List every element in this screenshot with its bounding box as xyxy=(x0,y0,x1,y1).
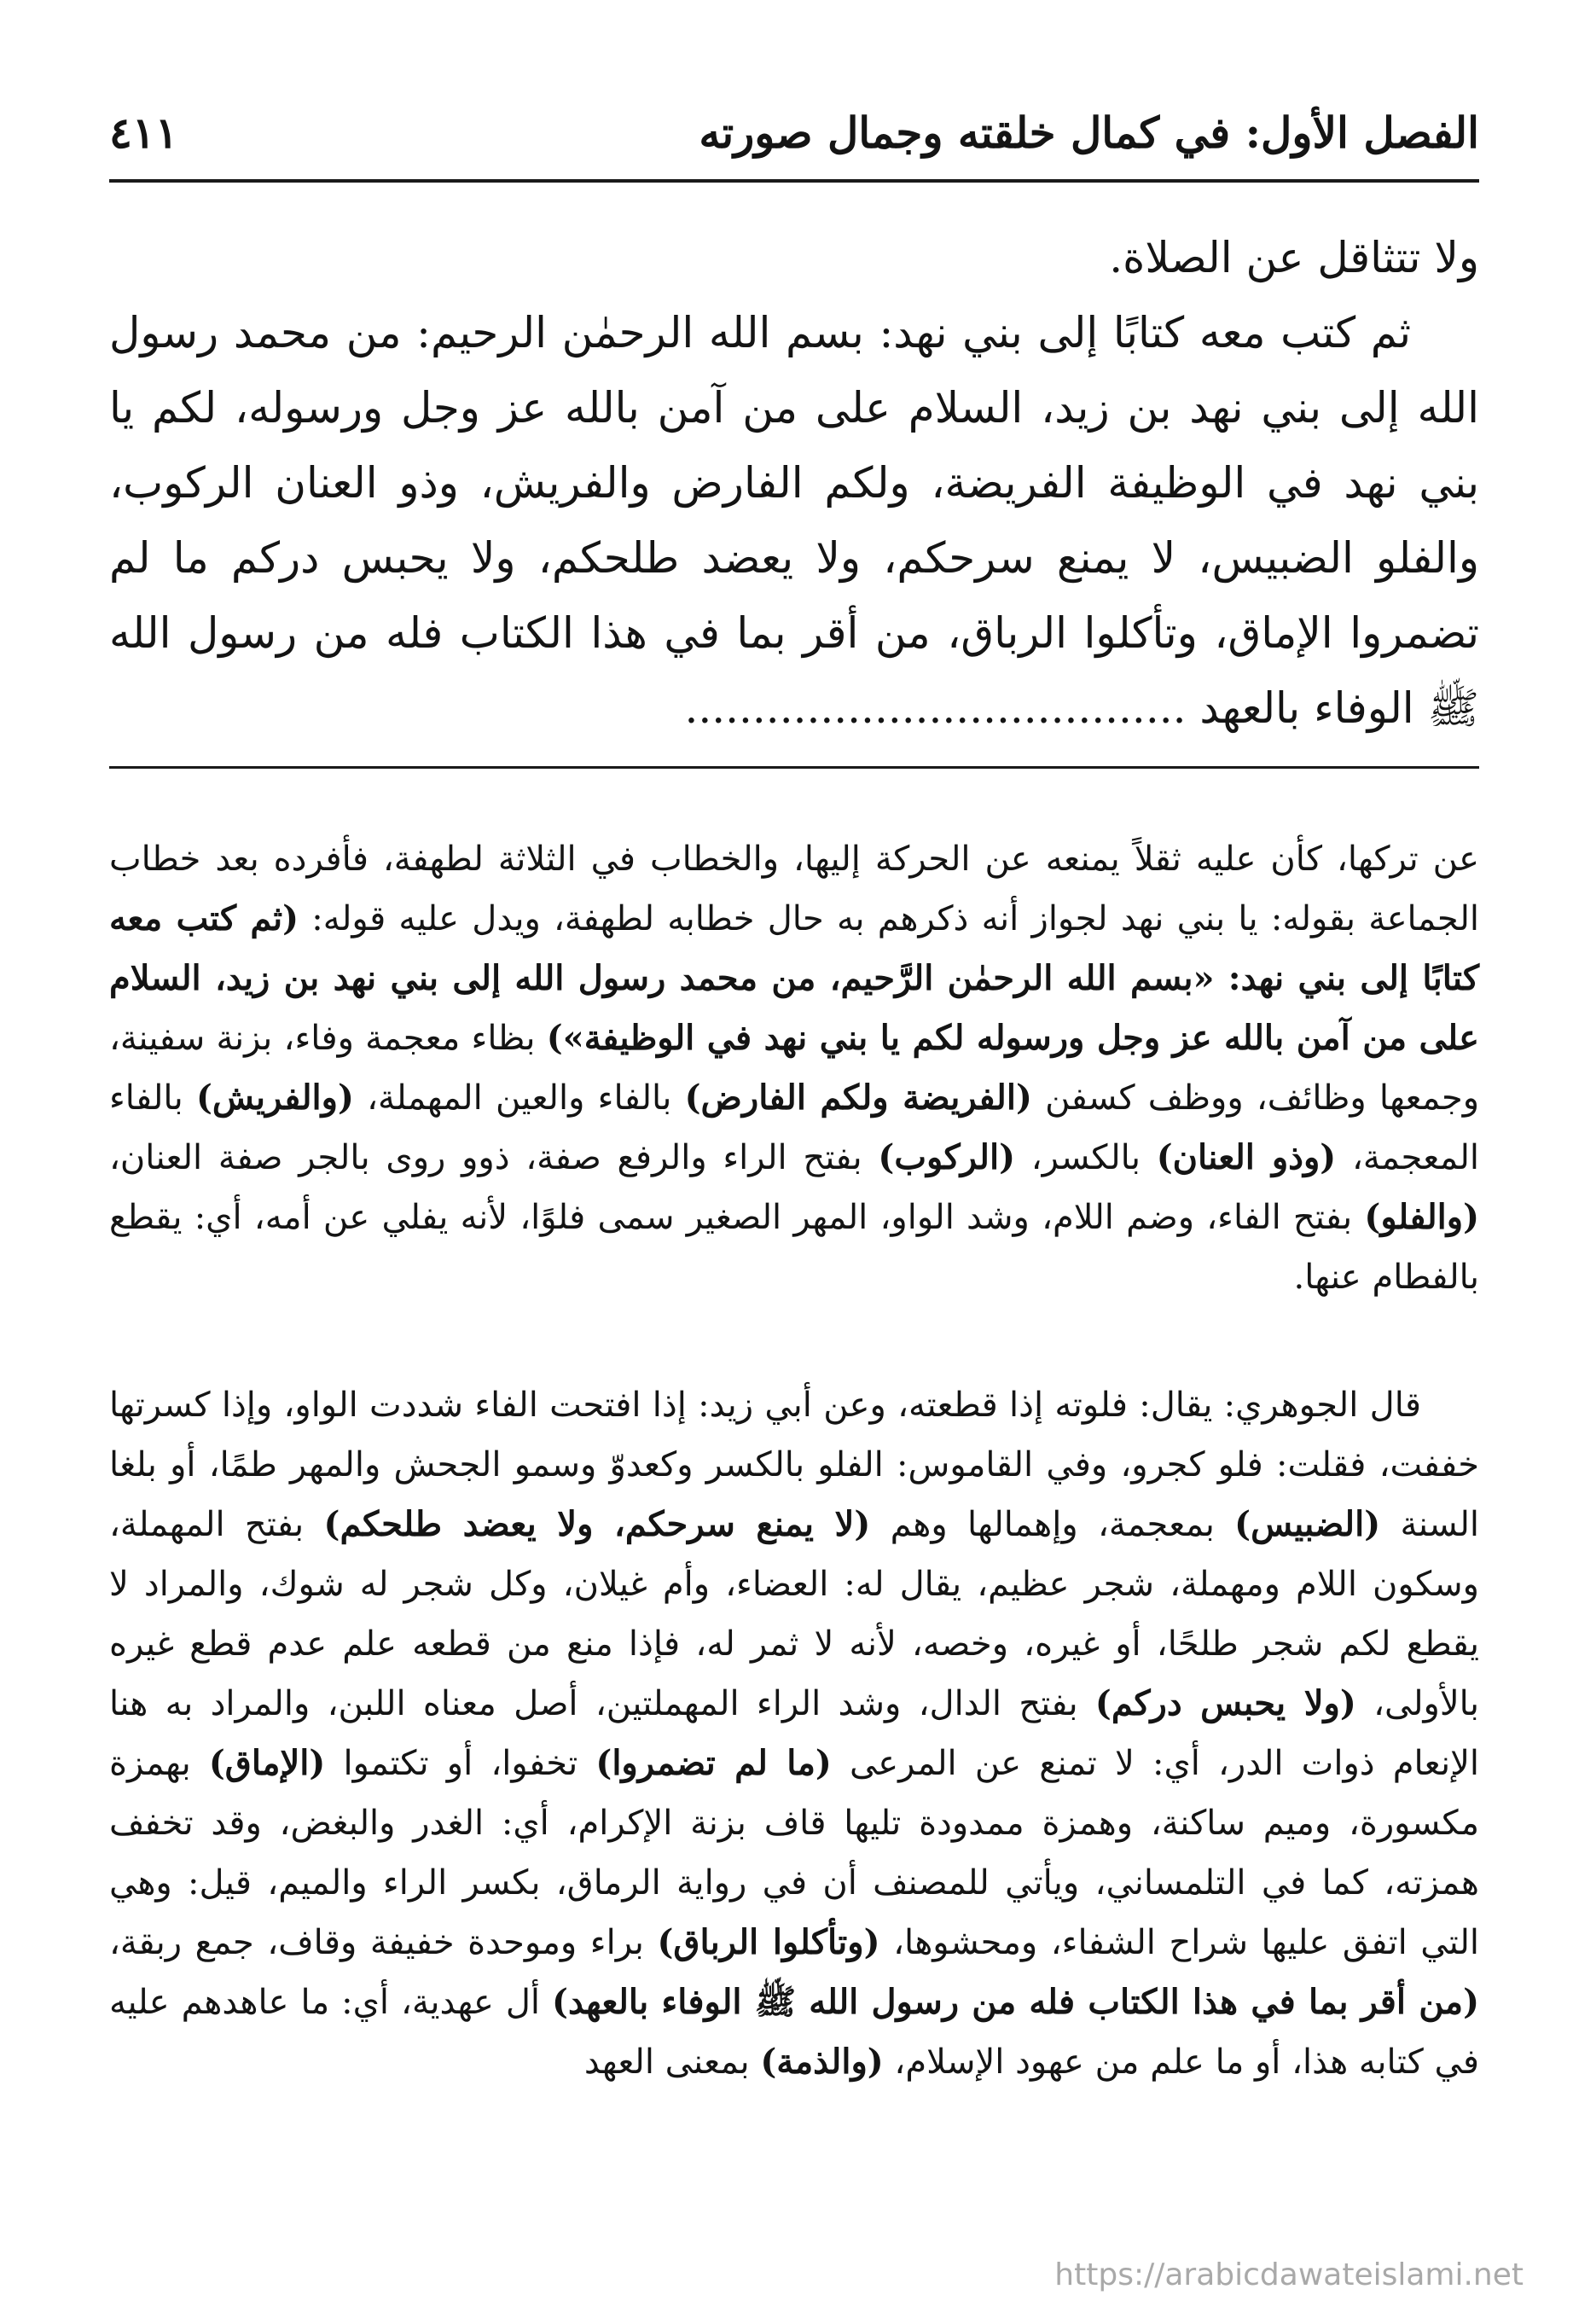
quoted-main-text: (وذو العنان) xyxy=(1156,1137,1337,1177)
commentary-text-run: بفتح الدال، وشد الراء المهملتين، أصل معناه اللبن، والمراد به هنا الإنعام ذوات الدر، أي: لا تمنع عن المرعى xyxy=(109,1684,1480,1783)
quoted-main-text: (والفلو) xyxy=(1364,1197,1479,1237)
quoted-main-text: (ثم كتب معه كتابًا إلى بني نهد: «بسم الله الرحمٰن الرَّحيم، من محمد رسول الله إلى بني نهد بن زيد، السلام على من آمن بالله عز وجل ورسوله لكم يا بني نهد في الوظيفة») xyxy=(109,898,1479,1058)
quoted-main-text: (وتأكلوا الرباق) xyxy=(657,1922,880,1962)
source-watermark: https://arabicdawateislami.net xyxy=(1054,2257,1524,2292)
commentary-text-run: بفتح الفاء، وضم اللام، وشد الواو، المهر الصغير سمى فلوًا، لأنه يفلي عن أمه، أي: يقطع بالفطام عنها. xyxy=(109,1198,1479,1297)
commentary-text-run: قال الجوهري: يقال: فلوته إذا قطعته، وعن أبي زيد: إذا افتحت الفاء شددت الواو، وإذا كسرتها خففت، فقلت: فلو كجرو، وفي القاموس: الفلو بالكسر وكعدوّ وسمو الجحش والمهر طمًا، أو بلغا السنة xyxy=(109,1386,1479,1544)
main-text xyxy=(109,220,1479,746)
quoted-main-text: (الفريضة ولكم الفارض) xyxy=(684,1078,1032,1118)
footnote-divider xyxy=(109,766,1479,769)
quoted-main-text: (لا يمنع سرحكم، ولا يعضد طلحكم) xyxy=(323,1504,871,1544)
quoted-main-text: (والذمة) xyxy=(760,2042,884,2082)
commentary-text-run: بفتح الراء والرفع صفة، ذوو روى بالجر صفة العنان، xyxy=(109,1138,879,1177)
commentary-text-run: بالفاء المعجمة، xyxy=(109,1078,1479,1177)
page-number: ٤١١ xyxy=(109,107,178,158)
quoted-main-text: (الإماق) xyxy=(208,1743,326,1783)
commentary-text-run: بظاء معجمة وفاء، بزنة سفينة، وجمعها وظائف، ووظف كسفن xyxy=(109,1019,1480,1118)
commentary-text-run: عن تركها، كأن عليه ثقلاً يمنعه عن الحركة إليها، والخطاب في الثلاثة لطهفة، فأفرده بعد خطاب الجماعة بقوله: يا بني نهد لجواز أنه ذكرهم به حال خطابه لطهفة، ويدل عليه قوله: xyxy=(109,840,1479,938)
commentary-text-run: براء وموحدة خفيفة وقاف، جمع ربقة، xyxy=(109,1923,658,1962)
quoted-main-text: (ما لم تضمروا) xyxy=(595,1743,832,1783)
quoted-main-text: (من أقر بما في هذا الكتاب فله من رسول الله ﷺ الوفاء بالعهد) xyxy=(552,1982,1479,2022)
quoted-main-text: (والفريش) xyxy=(195,1078,354,1118)
running-title: الفصل الأول: في كمال خلقته وجمال صورته xyxy=(699,107,1479,158)
commentary-text-run: بالفاء والعين المهملة، xyxy=(353,1078,685,1118)
continuation-dots: ..................................... xyxy=(684,683,1200,733)
commentary-paragraph-1 xyxy=(109,829,1479,1307)
quoted-main-text: (ولا يحبس دركم) xyxy=(1094,1683,1356,1723)
main-text-paragraph-2 xyxy=(109,295,1479,746)
commentary-text-run: بمعجمة، وإهمالها وهم xyxy=(870,1505,1235,1544)
commentary-text-run: بهمزة مكسورة، وميم ساكنة، وهمزة ممدودة تليها قاف بزنة الإكرام، أي: الغدر والبغض، وقد تخفف همزته، كما في التلمساني، ويأتي للمصنف أن في رواية الرماق، بكسر الراء والميم، قيل: وهي التي اتفق عليها شراح الشفاء، ومحشوها، xyxy=(109,1744,1480,1962)
commentary-text-run: أل عهدية، أي: ما عاهدهم عليه في كتابه هذا، أو ما علم من عهود الإسلام، xyxy=(109,1983,1479,2082)
commentary-text-run: بمعنى العهد xyxy=(583,2042,761,2082)
quoted-main-text: (الركوب) xyxy=(878,1137,1015,1177)
commentary-text xyxy=(109,829,1479,2092)
commentary-text-run: بالكسر، xyxy=(1015,1138,1157,1177)
main-text-paragraph-1: ولا تتثاقل عن الصلاة. xyxy=(1109,233,1479,282)
letter-text: ثم كتب معه كتابًا إلى بني نهد: بسم الله الرحمٰن الرحيم: من محمد رسول الله إلى بني نهد بن زيد، السلام على من آمن بالله عز وجل ورسوله، لكم يا بني نهد في الوظيفة الفريضة، ولكم الفارض والفريش، وذو العنان الركوب، والفلو الضبيس، لا يمنع سرحكم، ولا يعضد طلحكم، ولا يحبس دركم ما لم تضمروا الإماق، وتأكلوا الرباق، من أقر بما في هذا الكتاب فله من رسول الله ﷺ الوفاء بالعهد xyxy=(109,308,1479,733)
commentary-text-run: تخفوا، أو تكتموا xyxy=(325,1744,596,1783)
page-header xyxy=(109,101,1479,183)
commentary-paragraph-2 xyxy=(109,1375,1479,2092)
commentary-text-run: بفتح المهملة، وسكون اللام ومهملة، شجر عظيم، يقال له: العضاء، وأم غيلان، وكل شجر له شوك، والمراد لا يقطع لكم شجر طلحًا، أو غيره، وخصه، لأنه لا ثمر له، فإذا منع من قطعه علم عدم قطع غيره بالأولى، xyxy=(109,1505,1479,1723)
quoted-main-text: (الضبيس) xyxy=(1234,1504,1381,1544)
